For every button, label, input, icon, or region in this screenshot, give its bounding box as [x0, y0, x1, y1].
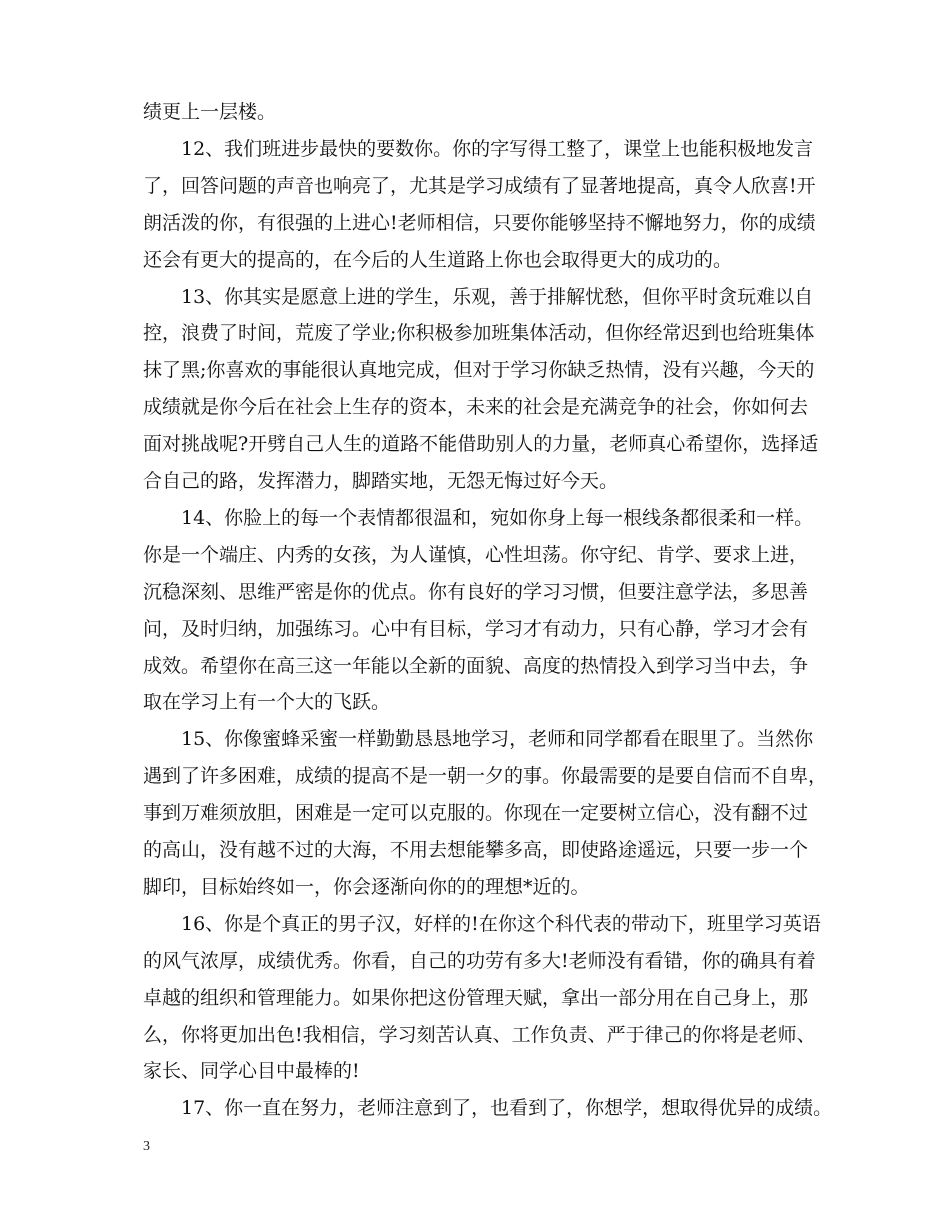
paragraph-line: 你是一个端庄、内秀的女孩，为人谨慎，心性坦荡。你守纪、肯学、要求上进，	[143, 543, 809, 566]
paragraph-line: 沉稳深刻、思维严密是你的优点。你有良好的学习习惯，但要注意学法，多思善	[143, 580, 809, 603]
paragraph-first-line: 15、你像蜜蜂采蜜一样勤勤恳恳地学习，老师和同学都看在眼里了。当然你	[181, 728, 814, 751]
paragraph-line: 绩更上一层楼。	[143, 101, 277, 123]
paragraph-line: 么，你将更加出色!我相信，学习刻苦认真、工作负责、严于律己的你将是老师、	[143, 1023, 816, 1046]
paragraph-line: 取在学习上有一个大的飞跃。	[143, 691, 391, 714]
paragraph-line: 合自己的路，发挥潜力，脚踏实地，无怨无悔过好今天。	[143, 470, 619, 492]
paragraph-first-line: 16、你是个真正的男子汉，好样的!在你这个科代表的带动下，班里学习英语	[181, 912, 821, 935]
paragraph-line: 控，浪费了时间，荒废了学业;你积极参加班集体活动，但你经常迟到也给班集体	[143, 322, 815, 345]
paragraph-line: 遇到了许多困难，成绩的提高不是一朝一夕的事。你最需要的是要自信而不自卑，	[143, 765, 828, 788]
paragraph-line: 脚印，目标始终如一，你会逐渐向你的的理想*近的。	[143, 875, 590, 898]
paragraph-line: 成效。希望你在高三这一年能以全新的面貌、高度的热情投入到学习当中去，争	[143, 654, 809, 677]
paragraph-line: 抹了黑;你喜欢的事能很认真地完成，但对于学习你缺乏热情，没有兴趣，今天的	[143, 359, 815, 382]
paragraph-first-line: 17、你一直在努力，老师注意到了，也看到了，你想学，想取得优异的成绩。	[181, 1097, 833, 1120]
paragraph-first-line: 13、你其实是愿意上进的学生，乐观，善于排解忧愁，但你平时贪玩难以自	[181, 285, 814, 308]
paragraph-line: 还会有更大的提高的，在今后的人生道路上你也会取得更大的成功的。	[143, 248, 733, 271]
paragraph-line: 卓越的组织和管理能力。如果你把这份管理天赋，拿出一部分用在自己身上，那	[143, 986, 809, 1009]
paragraph-line: 的风气浓厚，成绩优秀。你看，自己的功劳有多大!老师没有看错，你的确具有着	[143, 949, 816, 972]
paragraph-line: 的高山，没有越不过的大海，不用去想能攀多高，即使路途遥远，只要一步一个	[143, 839, 809, 861]
paragraph-line: 事到万难须放胆，困难是一定可以克服的。你现在一定要树立信心，没有翻不过	[143, 802, 809, 825]
paragraph-line: 问，及时归纳，加强练习。心中有目标，学习才有动力，只有心静，学习才会有	[143, 617, 809, 640]
paragraph-line: 成绩就是你今后在社会上生存的资本，未来的社会是充满竞争的社会，你如何去	[143, 396, 809, 419]
paragraph-line: 面对挑战呢?开劈自己人生的道路不能借助别人的力量，老师真心希望你，选择适	[143, 433, 819, 456]
paragraph-line: 了，回答问题的声音也响亮了，尤其是学习成绩有了显著地提高，真令人欣喜!开	[143, 174, 816, 197]
paragraph-line: 家长、同学心目中最棒的!	[143, 1060, 360, 1083]
paragraph-first-line: 12、我们班进步最快的要数你。你的字写得工整了，课堂上也能积极地发言	[181, 137, 814, 160]
paragraph-line: 朗活泼的你，有很强的上进心!老师相信，只要你能够坚持不懈地努力，你的成绩	[143, 211, 816, 234]
page-number: 3	[143, 1139, 150, 1154]
paragraph-first-line: 14、你脸上的每一个表情都很温和，宛如你身上每一根线条都很柔和一样。	[181, 506, 814, 529]
